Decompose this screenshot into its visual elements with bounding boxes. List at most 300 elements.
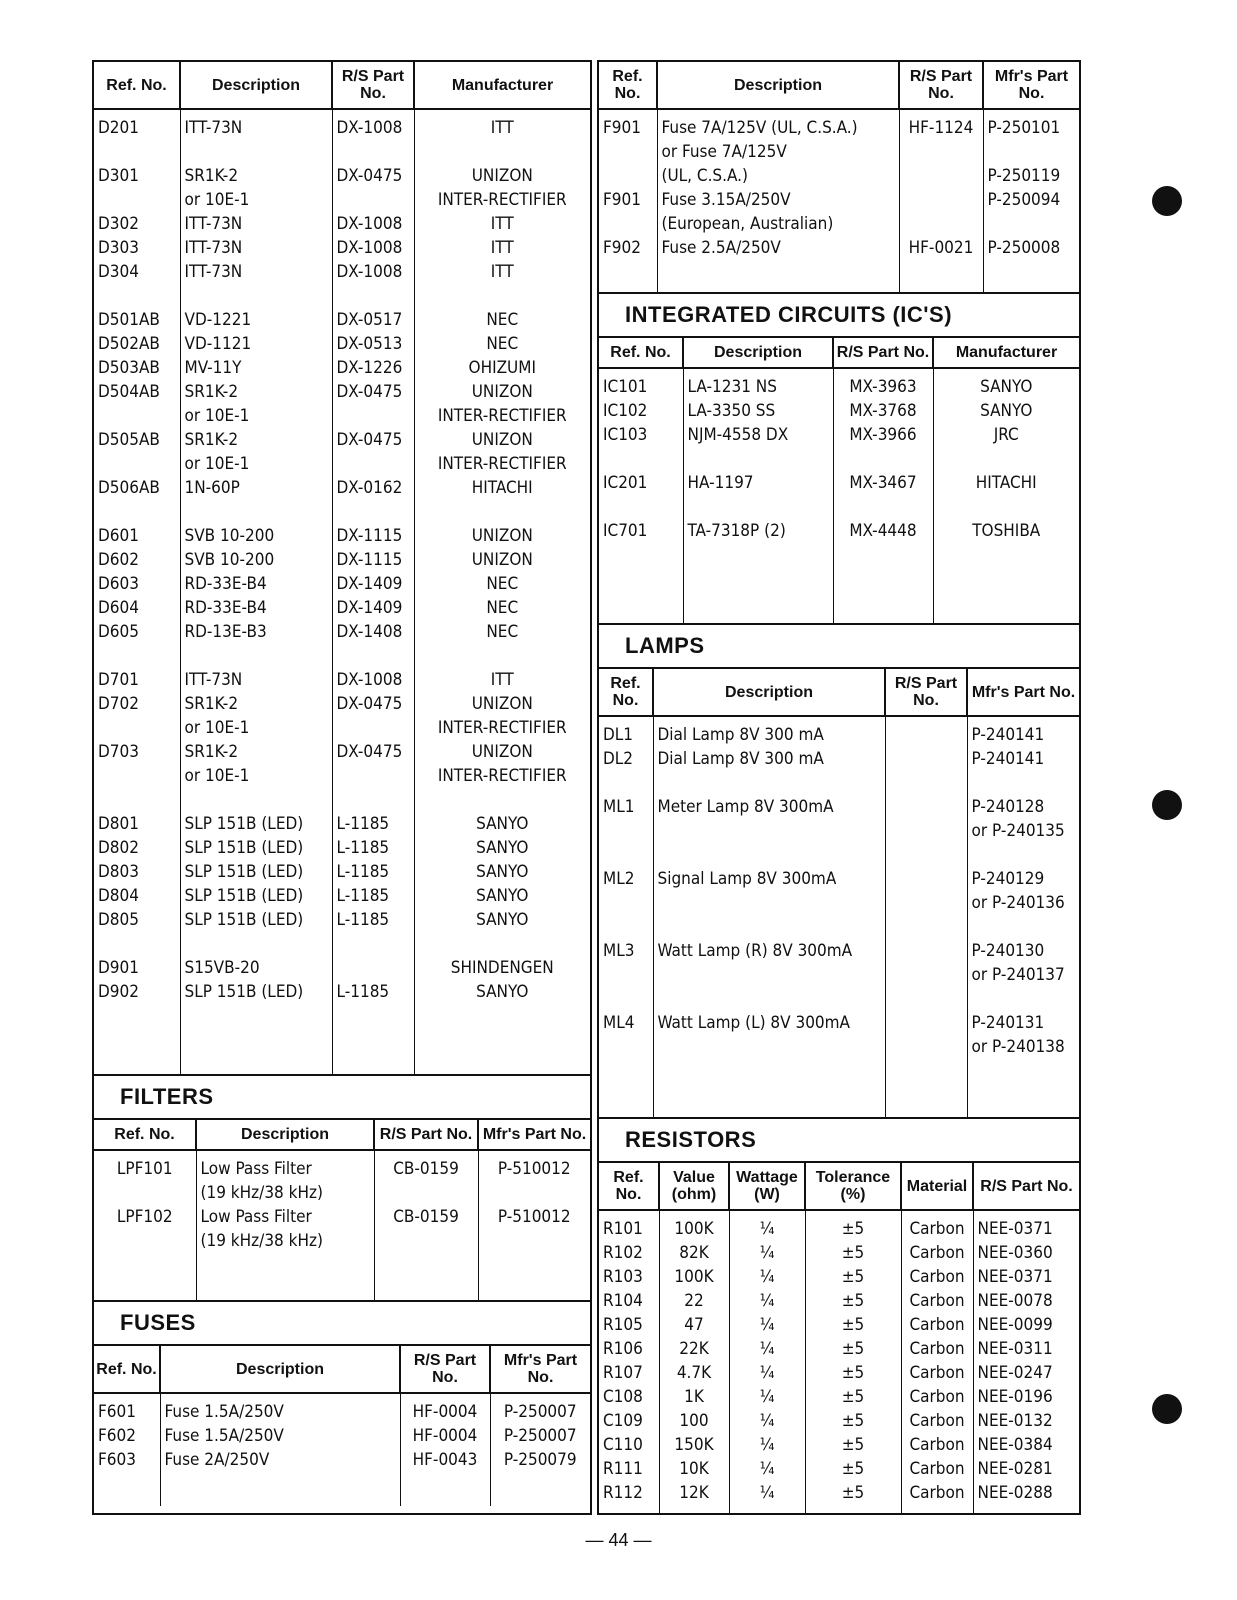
table-cell	[332, 500, 414, 524]
table-row	[94, 404, 590, 428]
table-cell: Carbon	[901, 1241, 973, 1265]
table-row	[94, 500, 590, 524]
table-cell: P-510012	[478, 1205, 590, 1229]
table-cell: ±5	[805, 1457, 901, 1481]
column-header: Manufacturer	[933, 338, 1079, 368]
filler-row	[599, 1505, 1079, 1513]
table-cell: Watt Lamp (R) 8V 300mA	[653, 939, 885, 963]
table-cell: P-250007	[490, 1424, 590, 1448]
table-cell	[885, 1011, 967, 1035]
table-cell: ITT	[414, 668, 590, 692]
table-cell: ±5	[805, 1481, 901, 1505]
table-cell: DX-1409	[332, 572, 414, 596]
table-cell: P-250119	[983, 164, 1079, 188]
table-cell: DX-0475	[332, 380, 414, 404]
table-cell: Carbon	[901, 1457, 973, 1481]
table-cell	[599, 843, 653, 867]
table-row	[94, 788, 590, 812]
table-cell: P-250007	[490, 1393, 590, 1424]
filters-section	[94, 1120, 590, 1300]
table-cell: ¼	[729, 1409, 805, 1433]
table-cell: SR1K-2	[180, 380, 332, 404]
filler-row	[599, 260, 1079, 292]
table-cell: ¼	[729, 1313, 805, 1337]
filler-cell	[805, 1505, 901, 1513]
table-cell: P-250101	[983, 109, 1079, 140]
table-cell: D503AB	[98, 358, 160, 378]
table-cell: or 10E-1	[180, 716, 332, 740]
table-cell: F901	[603, 118, 641, 138]
table-cell: F601	[98, 1402, 136, 1422]
fuses-left-table	[94, 1346, 590, 1506]
table-cell	[885, 843, 967, 867]
table-cell: S15VB-20	[180, 956, 332, 980]
table-cell: Watt Lamp (L) 8V 300mA	[653, 1011, 885, 1035]
table-cell: R106	[603, 1339, 643, 1359]
table-cell: 100K	[659, 1265, 729, 1289]
table-cell	[94, 788, 180, 812]
table-cell	[414, 932, 590, 956]
column-header: Ref. No.	[599, 1163, 659, 1210]
column-header: Tolerance (%)	[805, 1163, 901, 1210]
table-row	[599, 771, 1079, 795]
table-row	[599, 819, 1079, 843]
table-cell: VD-1121	[180, 332, 332, 356]
column-header: R/S Part No.	[374, 1120, 478, 1150]
table-cell	[833, 495, 933, 519]
table-cell: D201	[98, 118, 139, 138]
table-cell: Carbon	[901, 1481, 973, 1505]
table-cell: IC101	[603, 377, 648, 397]
table-row	[599, 519, 1079, 543]
column-header: R/S Part No.	[400, 1346, 490, 1393]
table-cell: DX-0513	[332, 332, 414, 356]
table-cell	[653, 963, 885, 987]
table-cell: 100K	[659, 1210, 729, 1241]
table-cell: NEE-0288	[973, 1481, 1079, 1505]
table-cell: or 10E-1	[180, 452, 332, 476]
table-cell: 1K	[659, 1385, 729, 1409]
table-cell	[374, 1181, 478, 1205]
table-cell: UNIZON	[414, 164, 590, 188]
table-cell: P-250094	[983, 188, 1079, 212]
table-cell: SANYO	[414, 980, 590, 1004]
resistors-header-row	[599, 1163, 1079, 1210]
table-cell	[885, 1035, 967, 1059]
table-cell: or P-240138	[967, 1035, 1079, 1059]
table-cell: RD-33E-B4	[180, 596, 332, 620]
table-cell: RD-13E-B3	[180, 620, 332, 644]
column-header: Mfr's Part No.	[490, 1346, 590, 1393]
table-cell: MX-3963	[833, 368, 933, 399]
table-cell: HA-1197	[683, 471, 833, 495]
table-cell	[885, 795, 967, 819]
table-row	[94, 212, 590, 236]
table-cell	[94, 716, 180, 740]
table-cell: ¼	[729, 1289, 805, 1313]
table-cell: D804	[98, 886, 139, 906]
table-cell: L-1185	[332, 860, 414, 884]
table-cell	[332, 452, 414, 476]
column-header: Mfr's Part No.	[967, 669, 1079, 716]
table-row	[599, 1289, 1079, 1313]
table-cell: DX-1226	[332, 356, 414, 380]
table-cell: 47	[659, 1313, 729, 1337]
table-row	[599, 495, 1079, 519]
table-cell	[967, 843, 1079, 867]
table-cell	[653, 891, 885, 915]
binder-hole-icon	[1152, 790, 1182, 820]
table-cell: (European, Australian)	[657, 212, 899, 236]
table-cell: R111	[603, 1459, 643, 1479]
table-cell	[599, 212, 657, 236]
filler-cell	[885, 1059, 967, 1117]
table-cell: 100	[659, 1409, 729, 1433]
table-cell: DX-1008	[332, 668, 414, 692]
table-cell	[332, 932, 414, 956]
filler-cell	[599, 260, 657, 292]
table-cell: Meter Lamp 8V 300mA	[653, 795, 885, 819]
filler-cell	[983, 260, 1079, 292]
table-row	[94, 956, 590, 980]
table-cell: ±5	[805, 1289, 901, 1313]
table-cell: R104	[603, 1291, 643, 1311]
table-cell: ±5	[805, 1313, 901, 1337]
table-row	[94, 164, 590, 188]
table-row	[599, 236, 1079, 260]
table-cell: NEE-0078	[973, 1289, 1079, 1313]
table-cell: ITT-73N	[180, 236, 332, 260]
table-cell: NEE-0311	[973, 1337, 1079, 1361]
table-row	[94, 380, 590, 404]
table-cell	[414, 788, 590, 812]
table-cell: Carbon	[901, 1265, 973, 1289]
table-row	[94, 716, 590, 740]
table-cell: D801	[98, 814, 139, 834]
table-cell: Dial Lamp 8V 300 mA	[653, 716, 885, 747]
table-cell: D302	[98, 214, 139, 234]
column-header: Description	[683, 338, 833, 368]
table-row	[94, 908, 590, 932]
table-row	[599, 471, 1079, 495]
table-cell: ¼	[729, 1241, 805, 1265]
diodes-section	[94, 62, 590, 1074]
table-cell: Carbon	[901, 1409, 973, 1433]
table-cell: 82K	[659, 1241, 729, 1265]
fuses-right-table	[599, 62, 1079, 292]
filler-row	[599, 543, 1079, 623]
table-cell: R103	[603, 1267, 643, 1287]
table-cell: MX-4448	[833, 519, 933, 543]
table-row	[599, 843, 1079, 867]
ics-section	[599, 338, 1079, 623]
table-cell: ML1	[603, 797, 635, 817]
table-cell: or 10E-1	[180, 188, 332, 212]
filler-cell	[180, 1004, 332, 1074]
table-cell: (UL, C.S.A.)	[657, 164, 899, 188]
table-row	[94, 1393, 590, 1424]
table-cell: ±5	[805, 1210, 901, 1241]
table-cell: NJM-4558 DX	[683, 423, 833, 447]
table-cell: JRC	[933, 423, 1079, 447]
column-header: Description	[180, 62, 332, 109]
table-row	[599, 1409, 1079, 1433]
table-cell	[599, 164, 657, 188]
table-cell	[180, 140, 332, 164]
table-cell: SR1K-2	[180, 740, 332, 764]
table-cell	[94, 932, 180, 956]
table-cell: DX-1409	[332, 596, 414, 620]
table-row	[94, 428, 590, 452]
table-row	[599, 164, 1079, 188]
table-cell	[478, 1181, 590, 1205]
table-cell	[94, 188, 180, 212]
column-header: Mfr's Part No.	[983, 62, 1079, 109]
table-cell	[180, 500, 332, 524]
table-cell: UNIZON	[414, 380, 590, 404]
table-row	[599, 795, 1079, 819]
table-row	[599, 1337, 1079, 1361]
table-cell	[332, 404, 414, 428]
table-cell	[332, 188, 414, 212]
table-row	[599, 1265, 1079, 1289]
table-cell: SANYO	[414, 812, 590, 836]
table-cell: D501AB	[98, 310, 160, 330]
table-cell	[885, 819, 967, 843]
filler-cell	[659, 1505, 729, 1513]
table-cell	[599, 891, 653, 915]
column-header: Description	[160, 1346, 400, 1393]
table-cell: ITT-73N	[180, 212, 332, 236]
lamps-title: LAMPS	[599, 623, 1079, 669]
table-row	[599, 212, 1079, 236]
table-cell: NEC	[414, 620, 590, 644]
table-cell	[414, 644, 590, 668]
table-row	[94, 980, 590, 1004]
table-row	[599, 891, 1079, 915]
table-cell: CB-0159	[374, 1205, 478, 1229]
table-row	[599, 987, 1079, 1011]
table-cell: Carbon	[901, 1210, 973, 1241]
table-row	[94, 476, 590, 500]
table-cell	[653, 987, 885, 1011]
table-row	[94, 188, 590, 212]
column-header: Ref. No.	[599, 62, 657, 109]
table-row	[94, 140, 590, 164]
table-cell: ITT-73N	[180, 109, 332, 140]
table-cell: TA-7318P (2)	[683, 519, 833, 543]
table-cell: D803	[98, 862, 139, 882]
table-cell: DX-0162	[332, 476, 414, 500]
filters-title: FILTERS	[94, 1074, 590, 1120]
fuses-title: FUSES	[94, 1300, 590, 1346]
table-cell: ¼	[729, 1361, 805, 1385]
filler-cell	[94, 1253, 196, 1300]
filler-cell	[653, 1059, 885, 1117]
table-cell	[414, 140, 590, 164]
table-cell: L-1185	[332, 812, 414, 836]
fuses-left-section	[94, 1346, 590, 1506]
table-cell	[332, 284, 414, 308]
table-cell: INTER-RECTIFIER	[414, 452, 590, 476]
table-cell: SVB 10-200	[180, 524, 332, 548]
table-cell: or P-240135	[967, 819, 1079, 843]
table-cell: D301	[98, 166, 139, 186]
table-row	[599, 368, 1079, 399]
table-row	[94, 548, 590, 572]
table-cell: 4.7K	[659, 1361, 729, 1385]
table-cell: 22	[659, 1289, 729, 1313]
filler-cell	[332, 1004, 414, 1074]
table-cell: R101	[603, 1219, 643, 1239]
table-cell: DX-1008	[332, 212, 414, 236]
table-cell: Fuse 2A/250V	[160, 1448, 400, 1472]
table-row	[94, 764, 590, 788]
table-cell: UNIZON	[414, 524, 590, 548]
table-cell	[599, 447, 683, 471]
table-cell: NEC	[414, 596, 590, 620]
table-cell: DX-1408	[332, 620, 414, 644]
table-cell: Low Pass Filter	[196, 1205, 374, 1229]
table-row	[94, 1205, 590, 1229]
table-cell: DX-0475	[332, 692, 414, 716]
table-cell: NEE-0360	[973, 1241, 1079, 1265]
filler-cell	[901, 1505, 973, 1513]
table-cell: F602	[98, 1426, 136, 1446]
table-cell	[599, 987, 653, 1011]
table-cell: INTER-RECTIFIER	[414, 716, 590, 740]
table-cell: 12K	[659, 1481, 729, 1505]
table-cell	[478, 1229, 590, 1253]
table-cell: TOSHIBA	[933, 519, 1079, 543]
table-cell: or P-240136	[967, 891, 1079, 915]
table-cell: D304	[98, 262, 139, 282]
table-cell: SANYO	[933, 399, 1079, 423]
table-cell: 22K	[659, 1337, 729, 1361]
table-cell	[683, 447, 833, 471]
table-cell: SR1K-2	[180, 428, 332, 452]
table-row	[94, 284, 590, 308]
table-cell: HF-1124	[899, 109, 983, 140]
table-cell: Fuse 2.5A/250V	[657, 236, 899, 260]
table-cell	[653, 771, 885, 795]
table-cell: F901	[603, 190, 641, 210]
table-cell: OHIZUMI	[414, 356, 590, 380]
table-cell: C109	[603, 1411, 643, 1431]
table-row	[599, 1011, 1079, 1035]
table-cell: UNIZON	[414, 740, 590, 764]
table-cell: SLP 151B (LED)	[180, 836, 332, 860]
table-cell: ¼	[729, 1210, 805, 1241]
table-cell: DX-0475	[332, 428, 414, 452]
table-row	[94, 1181, 590, 1205]
table-cell: UNIZON	[414, 548, 590, 572]
table-row	[599, 1313, 1079, 1337]
fuses-right-section	[599, 62, 1079, 292]
table-cell: ¼	[729, 1265, 805, 1289]
filler-cell	[833, 543, 933, 623]
table-cell	[899, 140, 983, 164]
filler-cell	[973, 1505, 1079, 1513]
table-cell: LPF102	[116, 1207, 173, 1227]
table-cell	[374, 1229, 478, 1253]
table-cell: P-240129	[967, 867, 1079, 891]
table-cell: L-1185	[332, 980, 414, 1004]
table-cell	[899, 188, 983, 212]
table-cell: D506AB	[98, 478, 160, 498]
filler-cell	[160, 1472, 400, 1506]
table-row	[599, 423, 1079, 447]
table-cell: D502AB	[98, 334, 160, 354]
table-cell: HF-0004	[400, 1393, 490, 1424]
filler-cell	[599, 1059, 653, 1117]
table-cell	[599, 140, 657, 164]
column-header: Ref. No.	[599, 338, 683, 368]
table-row	[94, 452, 590, 476]
table-cell: NEE-0099	[973, 1313, 1079, 1337]
table-cell: ±5	[805, 1337, 901, 1361]
table-cell: SANYO	[414, 860, 590, 884]
table-cell: F902	[603, 238, 641, 258]
table-row	[599, 109, 1079, 140]
table-row	[599, 915, 1079, 939]
table-cell: NEE-0371	[973, 1210, 1079, 1241]
table-cell: MX-3966	[833, 423, 933, 447]
table-cell: INTER-RECTIFIER	[414, 188, 590, 212]
table-cell: D901	[98, 958, 139, 978]
table-cell: DX-1008	[332, 260, 414, 284]
table-cell: ML4	[603, 1013, 635, 1033]
table-cell: ±5	[805, 1241, 901, 1265]
table-cell: DX-1008	[332, 109, 414, 140]
table-cell	[899, 164, 983, 188]
column-header: Ref. No.	[599, 669, 653, 716]
table-cell: ±5	[805, 1265, 901, 1289]
filler-cell	[599, 543, 683, 623]
table-cell: R112	[603, 1483, 643, 1503]
table-row	[599, 1385, 1079, 1409]
column-header: Description	[196, 1120, 374, 1150]
ics-title: INTEGRATED CIRCUITS (IC'S)	[599, 292, 1079, 338]
table-cell: NEE-0196	[973, 1385, 1079, 1409]
table-cell: HF-0004	[400, 1424, 490, 1448]
table-cell: Fuse 7A/125V (UL, C.S.A.)	[657, 109, 899, 140]
column-header: Material	[901, 1163, 973, 1210]
table-cell: SLP 151B (LED)	[180, 980, 332, 1004]
table-row	[599, 939, 1079, 963]
table-row	[599, 447, 1079, 471]
table-cell	[180, 284, 332, 308]
table-cell	[885, 867, 967, 891]
table-cell: D505AB	[98, 430, 160, 450]
binder-hole-icon	[1152, 186, 1182, 216]
table-cell: Carbon	[901, 1313, 973, 1337]
table-cell: IC102	[603, 401, 648, 421]
right-column	[597, 60, 1081, 1515]
table-cell: D805	[98, 910, 139, 930]
table-cell: F603	[98, 1450, 136, 1470]
table-cell	[885, 939, 967, 963]
table-cell: D902	[98, 982, 139, 1002]
table-cell: Carbon	[901, 1433, 973, 1457]
table-cell	[180, 932, 332, 956]
table-cell: D802	[98, 838, 139, 858]
table-cell: LPF101	[116, 1159, 173, 1179]
table-cell: ITT-73N	[180, 668, 332, 692]
table-cell: NEC	[414, 308, 590, 332]
table-cell	[599, 1035, 653, 1059]
table-row	[94, 932, 590, 956]
